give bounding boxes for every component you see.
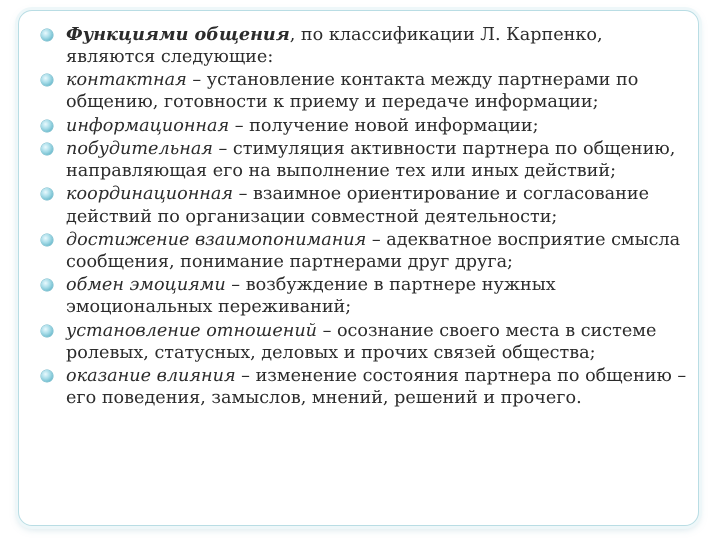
list-item-contact [40, 69, 692, 113]
item-term: информационная [66, 115, 230, 136]
item-term: Функциями общения [66, 24, 290, 45]
item-text: – стимуляция активности партнера по общению, направляющая его на выполнение тех или иных действий; [66, 139, 676, 182]
item-term: оказание влияния [66, 365, 236, 386]
list-item-relations [40, 320, 692, 364]
item-text: – осознание своего места в системе ролевых, статусных, деловых и прочих связей общества; [66, 320, 657, 363]
list-item-understanding [40, 229, 692, 273]
functions-list [40, 24, 692, 409]
item-text: – получение новой информации; [229, 115, 539, 136]
item-term: побудительная [66, 139, 213, 160]
item-text: – изменение состояния партнера по общению – его поведения, замыслов, мнений, решений и прочего. [66, 365, 687, 408]
list-item-intro [40, 24, 692, 68]
circle-bullet-icon [41, 120, 53, 132]
circle-bullet-icon [41, 234, 53, 246]
circle-bullet-icon [41, 188, 53, 200]
circle-bullet-icon [41, 143, 53, 155]
item-term: достижение взаимопонимания [66, 229, 367, 250]
list-item-motivating [40, 138, 692, 182]
item-term: установление отношений [66, 320, 317, 341]
list-item-coordination [40, 183, 692, 227]
circle-bullet-icon [41, 325, 53, 337]
list-item-influence [40, 365, 692, 409]
circle-bullet-icon [41, 370, 53, 382]
item-term: контактная [66, 70, 187, 91]
item-text: – возбуждение в партнере нужных эмоциональных переживаний; [66, 275, 556, 318]
item-text: – установление контакта между партнерами по общению, готовности к приему и передаче информации; [66, 70, 639, 113]
item-term: обмен эмоциями [66, 275, 226, 296]
item-text: , по классификации Л. Карпенко, являются следующие: [66, 25, 603, 68]
item-text: – адекватное восприятие смысла сообщения, понимание партнерами друг друга; [66, 229, 681, 272]
item-term: координационная [66, 184, 234, 205]
list-item-informational [40, 115, 692, 137]
circle-bullet-icon [41, 74, 53, 86]
circle-bullet-icon [41, 29, 53, 41]
list-item-emotions [40, 274, 692, 318]
item-text: – взаимное ориентирование и согласование действий по организации совместной деятельности; [66, 184, 649, 227]
circle-bullet-icon [41, 279, 53, 291]
